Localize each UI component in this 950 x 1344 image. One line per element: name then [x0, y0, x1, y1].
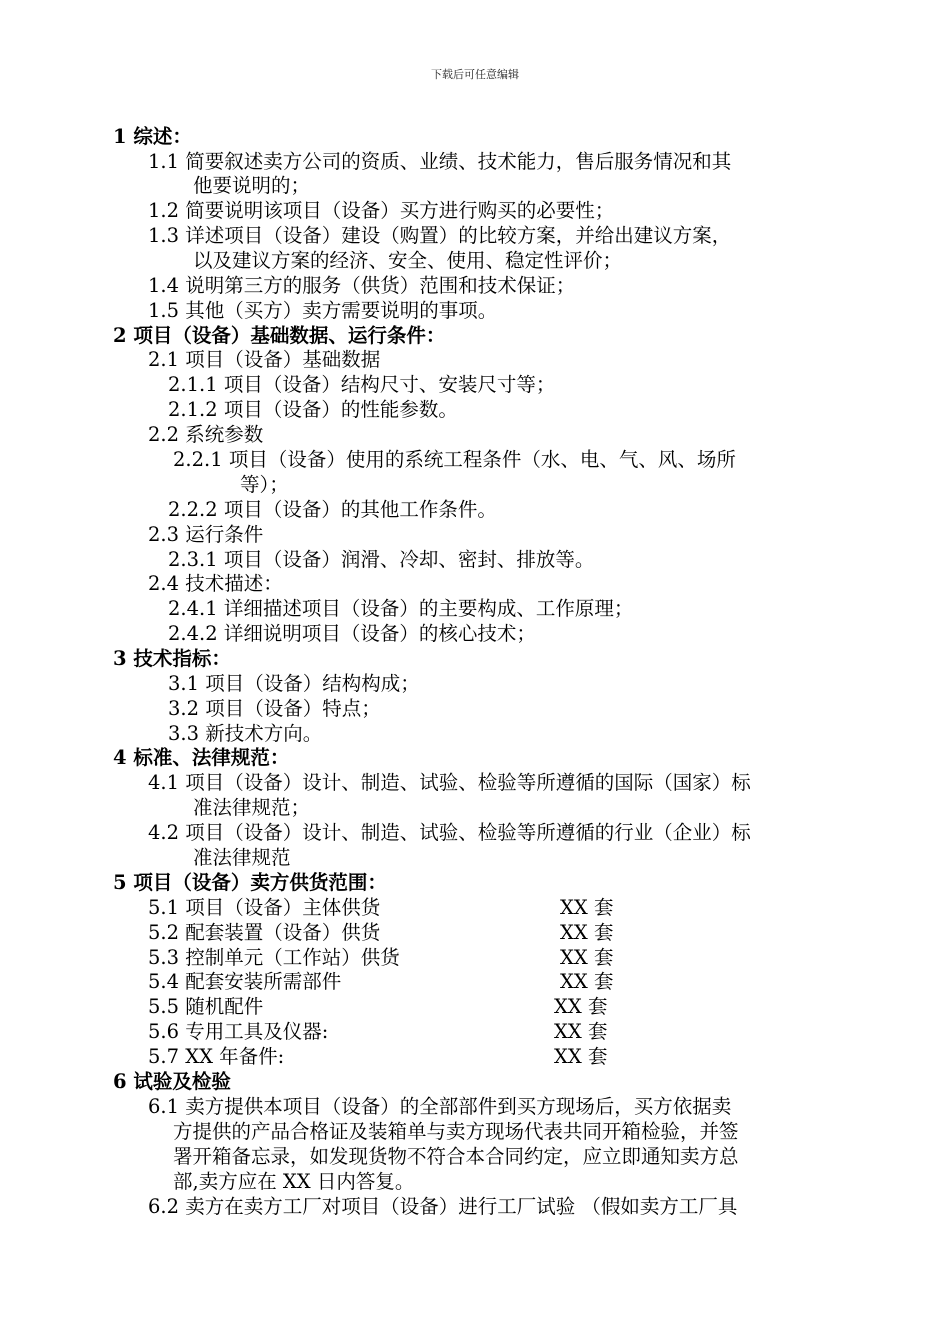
text-line: 2.2 系统参数 [148, 423, 264, 446]
text-line: 1.4 说明第三方的服务（供货）范围和技术保证； [148, 274, 576, 297]
text-line: 准法律规范 [193, 846, 291, 869]
supply-item: 5.2 配套装置（设备）供货 [148, 921, 381, 944]
supply-item: 5.3 控制单元（工作站）供货 [148, 946, 400, 969]
supply-item: 5.7 XX 年备件: [148, 1045, 285, 1068]
text-line: 2.4 技术描述： [148, 572, 283, 595]
text-line: 部,卖方应在 XX 日内答复。 [173, 1170, 415, 1193]
heading-section-1: 1 综述： [113, 125, 192, 148]
supply-item: 5.5 随机配件 [148, 995, 264, 1018]
text-line: 2.4.1 详细描述项目（设备）的主要构成、工作原理； [168, 597, 634, 620]
supply-quantity: XX 套 [560, 921, 614, 944]
text-line: 4.1 项目（设备）设计、制造、试验、检验等所遵循的国际（国家）标 [148, 771, 751, 794]
supply-quantity: XX 套 [560, 896, 614, 919]
text-line: 等）； [240, 473, 289, 496]
supply-quantity: XX 套 [554, 1020, 608, 1043]
supply-item: 5.6 专用工具及仪器: [148, 1020, 329, 1043]
text-line: 1.2 简要说明该项目（设备）买方进行购买的必要性； [148, 199, 615, 222]
text-line: 3.1 项目（设备）结构构成； [168, 672, 420, 695]
text-line: 3.2 项目（设备）特点； [168, 697, 381, 720]
text-line: 1.5 其他（买方）卖方需要说明的事项。 [148, 299, 498, 322]
text-line: 2.1 项目（设备）基础数据 [148, 348, 381, 371]
text-line: 2.2.1 项目（设备）使用的系统工程条件（水、电、气、风、场所 [173, 448, 736, 471]
heading-section-2: 2 项目（设备）基础数据、运行条件： [113, 324, 446, 347]
supply-quantity: XX 套 [554, 1045, 608, 1068]
text-line: 以及建议方案的经济、安全、使用、稳定性评价； [193, 249, 623, 272]
supply-item: 5.1 项目（设备）主体供货 [148, 896, 381, 919]
heading-section-4: 4 标准、法律规范： [113, 746, 290, 769]
text-line: 署开箱备忘录，如发现货物不符合本合同约定，应立即通知卖方总 [173, 1145, 739, 1168]
text-line: 2.1.1 项目（设备）结构尺寸、安装尺寸等； [168, 373, 556, 396]
heading-section-6: 6 试验及检验 [113, 1070, 231, 1093]
heading-section-5: 5 项目（设备）卖方供货范围： [113, 871, 387, 894]
supply-quantity: XX 套 [560, 970, 614, 993]
text-line: 他要说明的； [193, 174, 311, 197]
text-line: 2.3.1 项目（设备）润滑、冷却、密封、排放等。 [168, 548, 595, 571]
supply-quantity: XX 套 [560, 946, 614, 969]
text-line: 1.3 详述项目（设备）建设（购置）的比较方案，并给出建议方案， [148, 224, 732, 247]
text-line: 2.4.2 详细说明项目（设备）的核心技术； [168, 622, 536, 645]
supply-item: 5.4 配套安装所需部件 [148, 970, 342, 993]
text-line: 2.1.2 项目（设备）的性能参数。 [168, 398, 458, 421]
text-line: 1.1 简要叙述卖方公司的资质、业绩、技术能力，售后服务情况和其 [148, 150, 732, 173]
supply-quantity: XX 套 [554, 995, 608, 1018]
text-line: 方提供的产品合格证及装箱单与卖方现场代表共同开箱检验，并签 [173, 1120, 739, 1143]
text-line: 6.2 卖方在卖方工厂对项目（设备）进行工厂试验 （假如卖方工厂具 [148, 1195, 738, 1218]
text-line: 6.1 卖方提供本项目（设备）的全部部件到买方现场后，买方依据卖 [148, 1095, 732, 1118]
page-header: 下载后可任意编辑 [431, 68, 519, 81]
text-line: 3.3 新技术方向。 [168, 722, 323, 745]
text-line: 准法律规范； [193, 796, 311, 819]
heading-section-3: 3 技术指标： [113, 647, 231, 670]
text-line: 2.3 运行条件 [148, 523, 264, 546]
text-line: 2.2.2 项目（设备）的其他工作条件。 [168, 498, 497, 521]
text-line: 4.2 项目（设备）设计、制造、试验、检验等所遵循的行业（企业）标 [148, 821, 751, 844]
